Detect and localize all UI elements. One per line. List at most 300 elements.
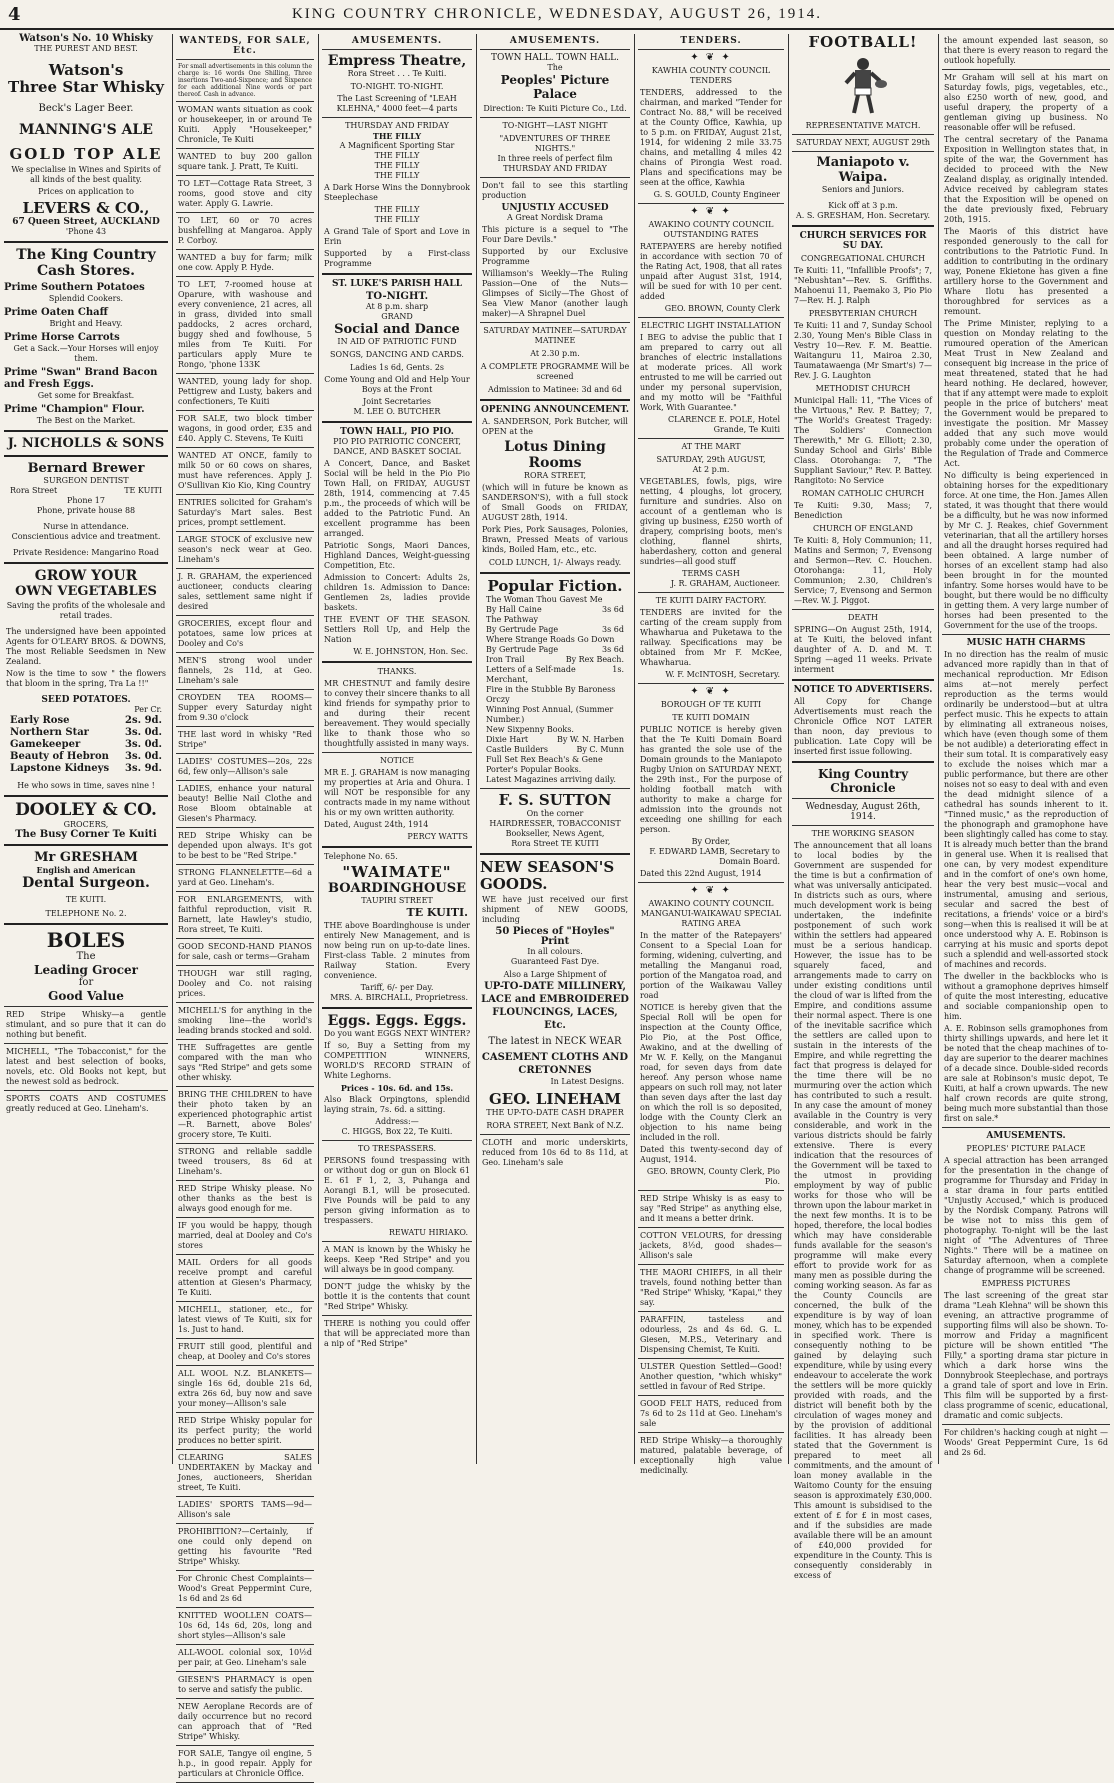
ad-text: Conscientious advice and treatment. xyxy=(11,532,161,541)
divider xyxy=(638,882,784,883)
divider xyxy=(942,69,1110,70)
divider xyxy=(4,455,168,457)
crest-ornament: ✦ ❦ ✦ xyxy=(690,686,732,697)
divider xyxy=(176,1086,314,1087)
ad-text: A Great Nordisk Drama xyxy=(507,213,603,222)
book-meta xyxy=(612,665,624,685)
divider xyxy=(792,151,934,152)
ad-headline: UP-TO-DATE MILLINERY, LACE and EMBROIDERED FLOUNCINGS, LACES, Etc. xyxy=(481,981,629,1031)
divider xyxy=(638,592,784,593)
seed-price: 3s. 0d. xyxy=(125,727,162,738)
ad-text: Phone 17 xyxy=(67,496,105,505)
divider xyxy=(792,609,934,610)
book-meta xyxy=(566,655,624,665)
news-item: For children's hacking cough at night — Woods' Great Peppermint Cure, 1s 6d and 2s 6d. xyxy=(944,1428,1108,1457)
ad-text: GROCERS, xyxy=(63,820,109,829)
ad-text: W. E. JOHNSTON, Hon. Sec. xyxy=(353,647,468,656)
classified-ad: ALL WOOL N.Z. BLANKETS—single 16s 6d, double 21s 6d, extra 26s 6d, buy now and save your money—Allison's sale xyxy=(178,1369,312,1408)
ad-text: All Copy for Change Advertisements must reach the Chronicle Office NOT LATER than noon, day previous to publication. Late Copy will be inserted first issue following. xyxy=(794,697,932,756)
ad-text: A Concert, Dance, and Basket Social will be held in the Pio Pio Town Hall, on FRIDAY, AUGUST 28th, 1914, commencing at 7.45 p.m., the proceeds of which will be added to the Patriotic Fund. An excellent programme has been arranged. xyxy=(324,459,470,538)
classified-ad: STRONG FLANNELETTE—6d a yard at Geo. Lineham's. xyxy=(178,868,312,887)
divider xyxy=(176,938,314,939)
divider xyxy=(176,1644,314,1645)
divider xyxy=(322,1241,472,1242)
ad-text: Nurse in attendance. xyxy=(43,522,129,531)
news-item: The Prime Minister, replying to a question on Monday relating to the rumoured operation of the American Meat Trust in New Zealand and consequent big increase in the price of meat threatened, stated that he had heard nothing. He declared, however, that if any attempt were made to exploit people in the price of butchers' meat the Government would be prepared to investigate the position. Mr Massey added that any such move would probably come under the operation of the Regulation of Trade and Commerce Act. xyxy=(944,319,1108,468)
classified-ad: MEN'S strong wool under flannels, 2s 11d, at Geo. Lineham's sale xyxy=(178,656,312,685)
divider xyxy=(4,795,168,797)
book-title: Fire in the Stubble By Baroness Orczy xyxy=(486,685,616,704)
ad-text: F. EDWARD LAMB, Secretary to Domain Board. xyxy=(649,847,780,866)
book-meta xyxy=(602,605,624,615)
ad-headline: NEW SEASON'S xyxy=(480,858,615,876)
divider xyxy=(480,572,630,574)
ad-headline: Popular Fiction. xyxy=(487,577,623,595)
column-rule xyxy=(476,34,477,1464)
classified-ad: RED Stripe Whisky popular for its perfect purity; the world produces no better spirit. xyxy=(178,1416,312,1445)
classified-ad: LADIES, enhance your natural beauty! Bellie Nail Clothe and Rose Bloom obtainable at Giesen's Pharmacy. xyxy=(178,784,312,823)
repeat-line: THE FILLY xyxy=(374,161,420,170)
ad-text: MRS. A. BIRCHALL, Proprietress. xyxy=(330,993,468,1002)
divider xyxy=(4,1090,168,1091)
classified-ad: FOR ENLARGEMENTS, with faithful reproduction, visit R. Barnett, late Hawley's studio, Rora street, Te Kuiti. xyxy=(178,895,312,934)
classified-ad: LADIES' SPORTS TAMS—9d—Allison's sale xyxy=(178,1500,312,1519)
ad-text: At 2 p.m. xyxy=(692,465,730,474)
ad-text: THE UP-TO-DATE CASH DRAPER xyxy=(486,1108,624,1117)
ad-headline: GEO. LINEHAM xyxy=(489,1090,621,1108)
divider xyxy=(792,679,934,681)
ad-text: A MAN is known by the Whisky he keeps. Keep "Red Stripe" and you will always be in good company. xyxy=(324,1245,470,1274)
ad-text: Telephone No. 65. xyxy=(324,852,398,861)
ad-text: W. F. McINTOSH, Secretary. xyxy=(665,670,780,679)
classified-ad: MAIL Orders for all goods receive prompt and careful attention at Giesen's Pharmacy, Te Kuiti. xyxy=(178,1258,312,1297)
ad-text: VEGETABLES, fowls, pigs, wire netting, 4 ploughs, lot grocery, furniture and sundries. Also on account of a gentleman who is giving up business, £250 worth of drapery, comprising boots, men's clothing, flannel shirts, haberdashery, cotton and general sundries—all good stuff xyxy=(640,477,782,566)
divider xyxy=(176,1523,314,1524)
ad-headline: Peoples' Picture Palace xyxy=(500,73,610,101)
divider xyxy=(638,203,784,204)
section-heading: TO TRESPASSERS. xyxy=(358,1144,436,1153)
product-name: Prime Southern Potatoes xyxy=(4,282,145,293)
divider xyxy=(176,780,314,781)
section-heading: THANKS. xyxy=(377,667,417,676)
seed-row xyxy=(10,739,162,751)
ad-text: THE MAORI CHIEFS, in all their travels, found nothing better than "Red Stripe" Whisky, "Kapai," they say. xyxy=(640,1268,782,1307)
divider xyxy=(792,798,934,799)
ad-text: PUBLIC NOTICE is hereby given that the Te Kuiti Domain Board has granted the sole use of the Domain grounds to the Maniapoto Rugby Union on SATURDAY NEXT, the 29th inst., For the purpose of holding football match with authority to make a charge for admission into the grounds not exceeding one shilling for each person. xyxy=(640,725,782,834)
classified-ad: NEW Aeroplane Records are of daily occurrence but no record can approach that of "Red Stripe" Whisky. xyxy=(178,1702,312,1741)
divider xyxy=(322,273,472,275)
ad-text: CLARENCE E. POLE, Hotel Grande, Te Kuiti xyxy=(668,415,780,434)
ad-text: TENDERS are invited for the carting of the cream supply from Whawharua and Puketawa to the railway. Specifications may be obtained from Mr F. McKee, Whawharua. xyxy=(640,608,782,667)
divider xyxy=(322,846,472,848)
ad-text: CLOTH and moric underskirts, reduced from 10s 6d to 8s 11d, at Geo. Lineham's sale xyxy=(482,1138,628,1167)
ad-headline: DOOLEY & CO. xyxy=(15,800,157,820)
divider xyxy=(638,49,784,50)
divider xyxy=(176,175,314,176)
divider xyxy=(176,1698,314,1699)
classified-ad: RED Stripe Whisky please. No other thanks as the best is always good enough for me. xyxy=(178,1184,312,1213)
classified-ad: THE last word in whisky "Red Stripe" xyxy=(178,730,312,749)
ad-text: THURSDAY AND FRIDAY xyxy=(503,164,607,173)
section-heading: WANTEDS, FOR SALE, Etc. xyxy=(179,36,311,56)
divider xyxy=(176,212,314,213)
ad-headline: BOARDINGHOUSE xyxy=(327,881,467,896)
classified-ad: WANTED AT ONCE, family to milk 50 or 60 cows on shares, must have references. Apply J. O'Sullivan Kio Kio, King Country xyxy=(178,451,312,490)
book-price: 1s. xyxy=(612,665,624,674)
ad-text: THURSDAY AND FRIDAY xyxy=(345,121,449,130)
ad-text: TE KUITI DOMAIN xyxy=(672,713,750,722)
seed-row xyxy=(10,715,162,727)
ad-text: At 8 p.m. sharp xyxy=(365,302,429,311)
ad-headline: MANNING'S ALE xyxy=(19,122,153,138)
ad-headline: OWN VEGETABLES xyxy=(15,584,157,599)
crest-ornament: ✦ ❦ ✦ xyxy=(690,52,732,63)
editorial-text: the amount expended last season, so that there is every reason to regard the outlook hopefully. xyxy=(944,36,1108,65)
classified-list xyxy=(176,105,314,1783)
divider xyxy=(176,1412,314,1413)
ad-text: If so, Buy a Setting from my COMPETITION WINNERS, WORLD'S RECORD STRAIN of White Leghorns. xyxy=(324,1041,470,1080)
classified-ad: STRONG and reliable saddle tweed trousers, 8s 6d at Lineham's. xyxy=(178,1147,312,1176)
ad-text: PERCY WATTS xyxy=(407,832,468,841)
ad-text: This picture is a sequel to "The Four Dare Devils." xyxy=(482,225,628,244)
ad-text: A. SANDERSON, Pork Butcher, will OPEN at the xyxy=(482,417,628,436)
footballer-illustration xyxy=(838,55,888,117)
ad-text: Dated this twenty-second day of August, 1914. xyxy=(640,1145,782,1164)
seed-price: 3s. 9d. xyxy=(125,763,162,774)
ad-text: ULSTER Question Settled—Good! Another question, "which whisky" settled in favour of Red Stripe. xyxy=(640,1362,782,1391)
page-number: 4 xyxy=(8,4,21,25)
divider xyxy=(480,788,630,789)
ad-text: The Last Screening of "LEAH KLEHNA," 4000 feet—4 parts xyxy=(336,94,458,113)
ad-headline: Good Value xyxy=(48,989,124,1003)
ad-headline: "WAIMATE" xyxy=(342,863,452,881)
product-list xyxy=(4,282,168,426)
ad-headline: Eggs. Eggs. Eggs. xyxy=(327,1013,467,1029)
book-row xyxy=(486,735,624,745)
ad-text: THE EVENT OF THE SEASON. Settlers Roll Up, and Help the Nation xyxy=(324,615,470,644)
ad-headline: Bernard Brewer xyxy=(27,461,145,476)
divider xyxy=(176,1607,314,1608)
classified-ad: WANTED a buy for farm; milk one cow. Apply P. Hyde. xyxy=(178,253,312,272)
ad-text: Te Kuiti: 11, "Infallible Proofs"; 7, "Nebushtan"—Rev. S. Griffiths. Mahoenui 11, Paemako 3, Pio Pio 7—Rev. H. J. Ralph xyxy=(794,266,932,305)
product-desc: Get a Sack.—Your Horses will enjoy them. xyxy=(13,344,159,363)
book-row xyxy=(486,755,624,775)
ad-text: THE above Boardinghouse is under entirely New Management, and is now being run on up-to-date lines. First-class Table. 2 minutes from Railway Station. Every convenience. xyxy=(324,921,470,980)
masthead xyxy=(0,0,1114,30)
divider xyxy=(480,853,630,855)
ad-text: Bookseller, News Agent, xyxy=(505,829,605,838)
divider xyxy=(176,1254,314,1255)
divider xyxy=(322,117,472,118)
column-6 xyxy=(792,33,934,1580)
ad-text: GEO. BROWN, County Clerk xyxy=(664,304,780,313)
product-desc: Get some for Breakfast. xyxy=(37,391,135,400)
ad-headline: SEED POTATOES. xyxy=(41,695,131,705)
divider xyxy=(176,1002,314,1003)
book-price: 3s 6d xyxy=(602,605,624,614)
seed-name: Gamekeeper xyxy=(10,739,81,750)
ad-text: SATURDAY MATINEE—SATURDAY MATINEE xyxy=(483,326,627,345)
divider xyxy=(792,134,934,135)
ad-text: AT THE MART xyxy=(681,442,741,451)
divider xyxy=(792,825,934,826)
ad-text: Te Kuiti: 8, Holy Communion; 11, Matins and Sermon; 7, Evensong and Sermon—Rev. C. Houchen. Otorohanga: 11, Holy Communion; 2.30, Children's Service; 7, Evensong and Sermon—Rev. W. J. Piggot. xyxy=(794,536,932,605)
ad-text: TOWN HALL. TOWN HALL. xyxy=(491,53,619,63)
divider xyxy=(4,430,168,432)
ad-text: IN AID OF PATRIOTIC FUND xyxy=(337,337,457,346)
ad-text: English and American xyxy=(36,865,136,875)
ad-text: OUTSTANDING RATES xyxy=(663,230,759,239)
ad-text: PIO PIO PATRIOTIC CONCERT, DANCE, AND BASKET SOCIAL xyxy=(333,437,461,456)
section-heading: OPENING ANNOUNCEMENT. xyxy=(480,405,630,415)
divider xyxy=(176,1143,314,1144)
ad-text: TE KUITI. xyxy=(65,895,107,904)
ad-text: AWAKINO COUNTY COUNCIL xyxy=(648,899,774,908)
divider xyxy=(480,177,630,178)
ad-text: "ADVENTURES OF THREE NIGHTS." xyxy=(499,134,611,153)
divider xyxy=(638,1264,784,1265)
ad-text: Prices on application to xyxy=(38,187,134,196)
book-price: 3s 6d xyxy=(602,645,624,654)
news-item: The central secretary of the Panama Exposition in Wellington states that, in spite of the war, the Government has decided to proceed with the New Zealand display, as originally intended. Advice received by cablegram states that the Exposition will be opened on the date previously fixed, February 20th, 1915. xyxy=(944,135,1108,224)
ad-headline: J. NICHOLLS & SONS xyxy=(7,436,165,451)
ad-headline: Cash Stores. xyxy=(36,263,136,279)
news-item: Mr Graham will sell at his mart on Saturday fowls, pigs, vegetables, etc., also £250 worth of new, good, and useful drapery, the property of a gentleman giving up business. No reasonable offer will be refused. xyxy=(944,73,1108,132)
section-heading: DEATH xyxy=(848,613,878,622)
ad-text: METHODIST CHURCH xyxy=(815,384,911,393)
divider xyxy=(792,761,934,763)
ad-headline: GOLD TOP ALE xyxy=(9,145,163,163)
product-name: Prime Oaten Chaff xyxy=(4,307,108,318)
seed-price: 3s. 0d. xyxy=(125,739,162,750)
ad-headline: UNJUSTLY ACCUSED xyxy=(501,203,609,213)
ad-text: Patriotic Songs, Maori Dances, Highland Dances, Weight-guessing Competition, Etc. xyxy=(324,541,470,570)
ad-text: NOTICE is hereby given that the Special Roll will be open for inspection at the County Office, Pio Pio, at the Post Office, Awakino, and at the dwelling of Mr W. F. Kelly, on the Manganui road, for seven days from date hereof. Any person whose name appears on such roll may, not later than seven days after the last day on which the roll is so deposited, lodge with the County Clerk an objection to his name being included in the roll. xyxy=(640,1003,782,1142)
ad-text: MICHELL, "The Tobacconist," for the latest and best selection of books, novels, etc. Old Books not kept, but the newest sold as bedrock. xyxy=(6,1047,166,1086)
news-item: A. E. Robinson sells gramophones from thirty shillings upwards, and here let it be noted that the cheap machines of to-day are superior to the dearer machines of a decade since. Double-sided records are sale at Robinson's music depot, Te Kuiti, at half a crown upwards. The new half crown records are quite strong, being much more substantial than those first on sale.* xyxy=(944,1024,1108,1123)
ad-text: Per Cr. xyxy=(134,705,162,714)
ad-text: The xyxy=(76,951,96,962)
divider xyxy=(322,1315,472,1316)
ad-text: Municipal Hall: 11, "The Vices of the Virtuous," Rev. P. Battey; 7, "The World's Greatest Tragedy: The Soldiers' Connection Therewith," Mr G. Elliott; 2.30, Sunday School and Girls' Bible Class. Otorohanga: 7, "The Suppliant Saviour," Rev. P. Battey. Rangitoto: No Service xyxy=(794,396,932,485)
ad-headline: TOWN HALL, PIO PIO. xyxy=(340,427,454,437)
section-heading: TENDERS. xyxy=(680,36,742,46)
divider xyxy=(176,447,314,448)
divider xyxy=(176,101,314,102)
divider xyxy=(176,753,314,754)
book-author: By W. N. Harben xyxy=(556,735,624,744)
book-row xyxy=(486,625,624,635)
seed-price: 2s. 9d. xyxy=(125,715,162,726)
editorial-date: Wednesday, August 26th, 1914. xyxy=(805,802,921,822)
ad-text: J. R. GRAHAM, Auctioneer. xyxy=(670,579,780,588)
ad-text: A Magnificent Sporting Star xyxy=(339,141,455,150)
ad-text: Admission to Concert: Adults 2s, children 1s. Admission to Dance: Gentlemen 2s, ladies provide baskets. xyxy=(324,573,470,612)
ad-headline: 50 Pieces of "Hoyles" Print xyxy=(495,926,615,947)
ad-text: BOROUGH OF TE KUITI xyxy=(660,700,762,709)
book-author: By C. Munn xyxy=(576,745,624,754)
book-title: By Hall Caine xyxy=(486,605,542,614)
divider xyxy=(176,1338,314,1339)
divider xyxy=(176,1180,314,1181)
ad-headline: LEVERS & CO., xyxy=(22,199,150,217)
price-list xyxy=(4,715,168,775)
classified-ad: CLEARING SALES UNDERTAKEN by Mackay and Jones, auctioneers, Sheridan street, Te Kuiti. xyxy=(178,1453,312,1492)
classified-ad: THOUGH war still raging, Dooley and Co. not raising prices. xyxy=(178,969,312,998)
ad-text: G. S. GOULD, County Engineer xyxy=(653,190,780,199)
ad-text: Pork Pies, Pork Sausages, Polonies, Brawn, Pressed Meats of various kinds, Boiled Ham, etc., etc. xyxy=(482,525,628,554)
ad-text: TO-NIGHT—LAST NIGHT xyxy=(502,121,608,130)
book-title: Dixie Hart xyxy=(486,735,529,744)
ad-text: A. S. GRESHAM, Hon. Secretary. xyxy=(795,211,930,220)
divider xyxy=(176,1745,314,1746)
divider xyxy=(480,1134,630,1135)
ad-text: A Dark Horse Wins the Donnybrook Steeplechase xyxy=(324,183,470,202)
ad-text: He who sows in time, saves nine ! xyxy=(17,781,155,790)
divider xyxy=(322,421,472,423)
column-1 xyxy=(4,34,168,1464)
classified-ad: TO LET, 60 or 70 acres bushfelling at Mangaroa. Apply P. Corboy. xyxy=(178,216,312,245)
divider xyxy=(176,531,314,532)
divider xyxy=(176,373,314,374)
divider xyxy=(4,1006,168,1007)
ad-text: Direction: Te Kuiti Picture Co., Ltd. xyxy=(483,104,627,113)
ad-headline: Watson's No. 10 Whisky xyxy=(19,33,153,44)
repeat-list xyxy=(322,151,472,181)
ad-text: DON'T judge the whisky by the bottle it is the contents that count "Red Stripe" Whisky. xyxy=(324,1282,470,1311)
ad-text: ROMAN CATHOLIC CHURCH xyxy=(801,489,925,498)
book-row xyxy=(486,595,624,605)
ad-text: GRAND xyxy=(381,312,413,321)
divider xyxy=(176,276,314,277)
classified-ad: For Chronic Chest Complaints—Wood's Great Peppermint Cure, 1s 6d and 2s 6d xyxy=(178,1574,312,1603)
divider xyxy=(322,1007,472,1009)
repeat-list xyxy=(322,205,472,225)
ad-text: Joint Secretaries xyxy=(363,397,431,406)
ad-headline: GROW YOUR xyxy=(34,568,138,584)
ad-text: SPRING—On August 25th, 1914, at Te Kuiti, the beloved infant daughter of A. D. and M. T. Spring —aged 11 weeks. Private interment xyxy=(794,625,932,674)
news-item: No difficulty is being experienced in obtaining horses for the expeditionary force. At one time, the Hon. James Allen stated, it was thought that there would be a difficulty, but he was now informed by Mr C. J. Reakes, chief Government veterinarian, that all the artillery horses and all the draught horses required had been obtained. A large number of horses of an excellent stamp had also been brought in for the mounted infantry. Some horses would have to be bought, but there would be no difficulty in getting them. A very large number of horses had been presented to the Government for the use of the troops. xyxy=(944,471,1108,630)
ad-text: Beck's Lager Beer. xyxy=(38,103,134,114)
news-item: The last screening of the great star drama "Leah Klehna" will be shown this evening, an attractive programme of supporting films will also be shown. To-morrow and Friday a magnificent picture will be shown entitled "The Filly," a sporting drama star picture in which a dark horse wins the Donnybrook Steeplechase, and portrays a grand tale of sport and love in Erin. This film will be supported by a first-class programme of scenic, educational, dramatic and comic subjects. xyxy=(944,1291,1108,1420)
divider xyxy=(322,1140,472,1141)
seed-row xyxy=(10,763,162,775)
ad-text: SURGEON DENTIST xyxy=(43,476,129,485)
classified-ad: J. R. GRAHAM, the experienced auctioneer, conducts clearing sales, settlement same night if desired xyxy=(178,572,312,611)
ad-text: RATEPAYERS are hereby notified in accordance with section 70 of the Rating Act, 1908, that all rates unpaid after August 31st, 1914, will be sued for with 10 per cent. added xyxy=(640,242,782,301)
classified-ad: WOMAN wants situation as cook or housekeeper, in or around Te Kuiti. Apply "Housekeeper," Chronicle, Te Kuiti xyxy=(178,105,312,144)
classified-ad: RED Stripe Whisky can be depended upon always. It's got to be best to be "Red Stripe." xyxy=(178,831,312,860)
ad-text: THE PUREST AND BEST. xyxy=(34,44,138,53)
ad-headline: Leading Grocer xyxy=(34,963,138,977)
ad-text: Guaranteed Fast Dye. xyxy=(510,957,600,966)
classified-ad: CROYDEN TEA ROOMS—Supper every Saturday night from 9.30 o'clock xyxy=(178,693,312,722)
classified-ad: WANTED to buy 200 gallon square tank. J. Pratt, Te Kuiti. xyxy=(178,152,312,171)
book-row xyxy=(486,745,624,755)
ad-text: TE KUITI DAIRY FACTORY. xyxy=(655,596,767,605)
classified-ad: IF you would be happy, though married, deal at Dooley and Co's stores xyxy=(178,1221,312,1250)
column-rule xyxy=(172,34,173,1464)
news-item: In no direction has the realm of music advanced more rapidly than in that of mechanical reproduction. Mr Edison aims at—not merely perfect reproduction as the terms would ordinarily be understood—but at ultra perfect music. This he expects to attain by eliminating all extraneous noises, which have (even though some of them be not audible) a deteriorating effect in their sum total. It is comparatively easy to exclude the noises which mar a public performance, but there are other noises not so easy to deal with and even the dead midnight silence of a cathedral has sounds inherent to it. "Tinned music," as the reproduction of the phonograph and gramophone have been slightingly called has come to stay. It is already much better than the brand in general use. When it is realised that one can, by very modest expenditure and in the comfort of one's own home, hear the very best music—vocal and instrumental, amusing and serious, secular and sacred the best of recitations, a friends' voice or a bird's song—when this is realised it will be at once understood why A. E. Robinson is carrying at his music and sports depot such a splendid and well-assorted stock of machines and records. xyxy=(944,650,1108,969)
divider xyxy=(176,1301,314,1302)
ad-headline: FOOTBALL! xyxy=(808,33,918,51)
book-meta xyxy=(557,735,624,745)
divider xyxy=(176,148,314,149)
classified-ad: MICHELL, stationer, etc., for latest views of Te Kuiti, six for 1s. Just to hand. xyxy=(178,1305,312,1334)
classified-ad: MICHELL'S for anything in the smoking line—the world's leading brands stocked and sold. xyxy=(178,1006,312,1035)
product-desc: Bright and Heavy. xyxy=(49,319,123,328)
book-row xyxy=(486,655,624,665)
book-title: By Gertrude Page xyxy=(486,645,559,654)
ad-text: We specialise in Wines and Spirits of all kinds of the best quality. xyxy=(11,165,161,184)
ad-text: AWAKINO COUNTY COUNCIL xyxy=(648,220,774,229)
classified-ad: GROCERIES, except flour and potatoes, same low prices at Dooley and Co's xyxy=(178,619,312,648)
divider xyxy=(942,1424,1110,1425)
ad-text: Prices - 10s. 6d. and 15s. xyxy=(340,1083,454,1093)
section-heading: AMUSEMENTS. xyxy=(351,36,443,46)
ad-text: By Order, xyxy=(691,837,731,846)
ad-headline: Watson's xyxy=(48,61,124,79)
ad-text: MR E. J. GRAHAM is now managing my properties at Aria and Ohura. I will NOT be responsible for any contracts made in my name without his or my own written authority. xyxy=(324,768,470,817)
ad-text: SPORTS COATS AND COSTUMES greatly reduced at Geo. Lineham's. xyxy=(6,1094,166,1113)
section-heading: EMPRESS PICTURES xyxy=(981,1279,1071,1288)
divider xyxy=(942,634,1110,635)
divider xyxy=(176,1449,314,1450)
column-2 xyxy=(176,34,314,1778)
ad-text: RORA STREET, Next Bank of N.Z. xyxy=(486,1121,624,1130)
divider xyxy=(176,59,314,60)
divider xyxy=(176,568,314,569)
column-rule xyxy=(788,34,789,1464)
column-7 xyxy=(942,34,1110,1464)
divider xyxy=(176,1217,314,1218)
ad-text: TO-NIGHT. TO-NIGHT. xyxy=(350,82,444,91)
ad-text: On the corner xyxy=(526,809,584,818)
ad-text: Seniors and Juniors. xyxy=(821,185,905,194)
classified-ad: ENTRIES solicited for Graham's Saturday's Mart sales. Best prices, prompt settlement. xyxy=(178,498,312,527)
ad-text: In three reels of perfect film xyxy=(497,154,613,163)
divider xyxy=(4,923,168,925)
divider xyxy=(480,117,630,118)
classified-ad: GIESEN'S PHARMACY is open to serve and satisfy the public. xyxy=(178,1675,312,1694)
divider xyxy=(322,49,472,50)
classified-ad: TO LET, 7-roomed house at Oparure, with washouse and every convenience, 21 acres, all in grass, divided into small paddocks, 2 acres orchard, buggy shed and fowlhouse, 5 miles from Te Kuiti. For particulars apply Mure te Rongo, 'phone 133K xyxy=(178,280,312,369)
divider xyxy=(176,891,314,892)
ad-text: Williamson's Weekly—The Ruling Passion—One of the Nuts—Glimpses of Sicily—The Ghost of Sea View Manor (another laugh maker)—A Shrapnel Duel xyxy=(482,269,628,318)
ad-text: Kick off at 3 p.m. xyxy=(828,201,898,210)
book-list xyxy=(480,595,630,785)
ad-text: MANGANUI-WAIKAWAU SPECIAL RATING AREA xyxy=(640,909,782,928)
classified-ad: GOOD SECOND-HAND PIANOS for sale, cash or terms—Graham xyxy=(178,942,312,961)
book-row xyxy=(486,775,624,785)
ad-text: TAUPIRI STREET xyxy=(361,896,433,905)
divider xyxy=(638,1227,784,1228)
classified-ad: ALL-WOOL colonial sox, 10½d per pair, at Geo. Lineham's sale xyxy=(178,1648,312,1667)
ad-text: Private Residence: Mangarino Road xyxy=(12,548,160,557)
ad-text: Te Kuiti: 9.30, Mass; 7, Benediction xyxy=(794,501,932,520)
divider xyxy=(322,752,472,753)
editorial-heading: THE WORKING SEASON xyxy=(811,829,915,838)
classified-ad: TO LET—Cottage Rata Street, 3 rooms, good stove and city water. Apply G. Lawrie. xyxy=(178,179,312,208)
ad-headline: F. S. SUTTON xyxy=(498,791,612,809)
product-desc: Splendid Cookers. xyxy=(48,294,124,303)
ad-text: Supported by our Exclusive Programme xyxy=(482,247,628,266)
divider xyxy=(176,615,314,616)
divider xyxy=(638,1311,784,1312)
seed-row xyxy=(10,727,162,739)
divider xyxy=(176,1570,314,1571)
classified-ad: LADIES' COSTUMES—20s, 22s 6d, few only—Allison's sale xyxy=(178,757,312,776)
